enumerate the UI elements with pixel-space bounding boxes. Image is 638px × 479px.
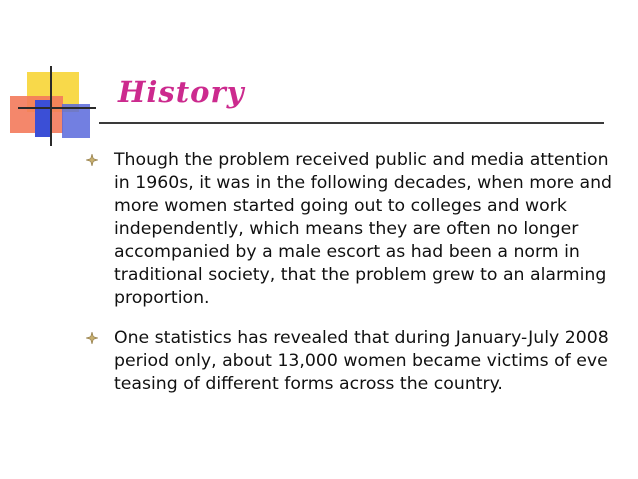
decorative-vertical-line xyxy=(50,66,52,146)
bullet-text: One statistics has revealed that during January-July 2008 period only, about 13,000 women became victims of eve teasing of different forms across the country. xyxy=(114,328,609,394)
bullet-text: Though the problem received public and media attention in 1960s, it was in the following decades, when more and more women started going out to colleges and work independently, which means they are often no longer accompanied by a male escort as had been a norm in traditional society, that the problem grew to an alarming proportion. xyxy=(114,150,613,308)
decorative-blue-bar xyxy=(35,100,50,137)
bullet-list xyxy=(86,149,626,413)
bullet-item xyxy=(86,327,626,396)
bullet-item xyxy=(86,149,626,310)
four-point-star-icon xyxy=(86,332,98,344)
decorative-blue-square xyxy=(62,104,90,138)
four-point-star-icon xyxy=(86,154,98,166)
decorative-horizontal-line xyxy=(18,107,96,109)
slide-title: History xyxy=(118,75,245,109)
title-underline xyxy=(99,122,604,124)
